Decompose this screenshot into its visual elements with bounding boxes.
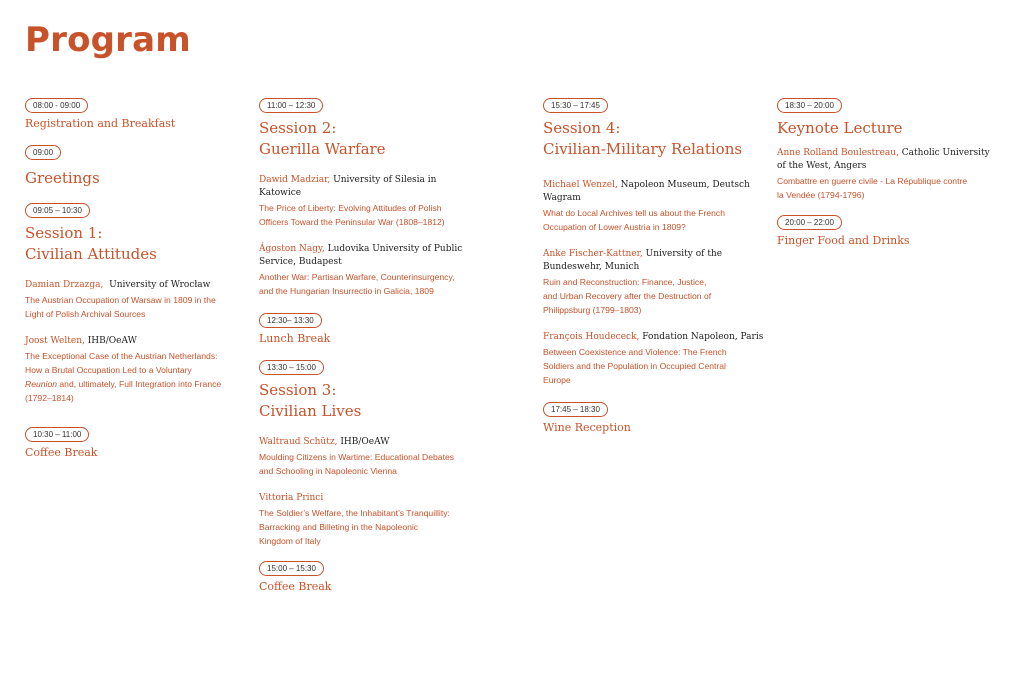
talk-title-line: Between Coexistence and Violence: The French	[543, 347, 727, 357]
session-title-line: Civilian-Military Relations	[543, 140, 743, 158]
speaker-affiliation: IHB/OeAW	[340, 437, 390, 447]
time-badge: 11:00 – 12:30	[259, 98, 323, 113]
time-badge: 13:30 – 15:00	[259, 360, 324, 375]
talk-title-line: Barracking and Billeting in the Napoleonic	[259, 522, 419, 532]
speaker	[777, 147, 1007, 173]
time-badge: 12:30– 13:30	[259, 313, 322, 328]
item-lunch-break: Lunch Break	[259, 332, 331, 345]
session-title-line: Session 2:	[259, 119, 337, 137]
page-title: Program	[25, 20, 191, 60]
speaker	[25, 335, 250, 348]
session-title	[543, 118, 771, 160]
time-badge: 09:00	[25, 145, 61, 160]
speaker-affiliation: IHB/OeAW	[87, 336, 137, 346]
speaker	[259, 492, 499, 505]
talk-title-line: Officers Toward the Peninsular War (1808–1812)	[259, 217, 445, 227]
talk-title-line: The Soldier’s Welfare, the Inhabitant’s Tranquillity:	[259, 508, 450, 518]
session-title	[25, 223, 250, 265]
session-title	[259, 118, 499, 160]
talk-title	[543, 206, 771, 234]
item-wine-reception: Wine Reception	[543, 421, 631, 434]
talk-title	[25, 293, 250, 321]
session-title-line: Session 3:	[259, 381, 337, 399]
talk-title	[259, 506, 499, 548]
time-badge: 15:00 – 15:30	[259, 561, 324, 576]
speaker	[259, 436, 499, 449]
talk-title-line: Moulding Citizens in Wartime: Educational Debates	[259, 452, 455, 462]
speaker-affiliation: Katowice	[259, 188, 302, 198]
talk-title-line: Occupation of Lower Austria in 1809?	[543, 222, 686, 232]
time-badge: 10:30 – 11:00	[25, 427, 89, 442]
talk-title	[25, 349, 250, 405]
talk	[543, 331, 771, 387]
talk-title	[543, 345, 771, 387]
session-title-line: Guerilla Warfare	[259, 140, 386, 158]
speaker-name: Dawid Madziar,	[259, 175, 331, 185]
talk-title-line: The Price of Liberty: Evolving Attitudes of Polish	[259, 203, 442, 213]
program-column-2	[259, 93, 499, 594]
time-badge: 08:00 - 09:00	[25, 98, 88, 113]
talk-title-line: and the Hungarian Insurrectio in Galicia, 1809	[259, 286, 434, 296]
talk-title	[543, 275, 771, 317]
talk-title-line: How a Brutal Occupation Led to a Voluntary	[25, 365, 192, 375]
session-title-line: Civilian Attitudes	[25, 245, 157, 263]
item-registration: Registration and Breakfast	[25, 117, 176, 130]
talk-title-line: Kingdom of Italy	[259, 536, 321, 546]
speaker	[543, 248, 771, 274]
talk	[259, 174, 499, 229]
speaker	[259, 174, 499, 200]
talk	[259, 492, 499, 548]
program-column-4	[777, 93, 1007, 248]
speaker-name: Anke Fischer-Kattner,	[543, 249, 643, 259]
speaker-affiliation: Wagram	[543, 193, 581, 203]
talk-title-line: Europe	[543, 375, 571, 385]
talk-title-line: Ruin and Reconstruction: Finance, Justice,	[543, 277, 707, 287]
time-badge: 18:30 – 20:00	[777, 98, 842, 113]
item-coffee-break: Coffee Break	[259, 580, 332, 593]
speaker-name: Ágoston Nagy,	[259, 244, 325, 254]
talk-title-line: and Urban Recovery after the Destruction of	[543, 291, 712, 301]
speaker-name: Vittoria Princi	[259, 493, 324, 503]
speaker-name: Waltraud Schütz,	[259, 437, 338, 447]
time-badge: 20:00 – 22:00	[777, 215, 842, 230]
item-greetings: Greetings	[25, 169, 100, 187]
talk-title-line: Philippsburg (1799–1803)	[543, 305, 642, 315]
speaker-name: Anne Rolland Boulestreau,	[777, 148, 899, 158]
item-finger-food: Finger Food and Drinks	[777, 234, 910, 247]
speaker-affiliation: Catholic University	[898, 148, 990, 158]
speaker-name: François Houdececk,	[543, 332, 640, 342]
talk	[777, 147, 1007, 202]
talk-title	[259, 270, 499, 298]
speaker-name: Joost Welten,	[25, 336, 85, 346]
program-column-3	[543, 93, 771, 435]
speaker-affiliation: of the West, Angers	[777, 161, 867, 171]
talk	[543, 248, 771, 317]
talk-title	[777, 174, 1007, 202]
talk	[259, 243, 499, 298]
speaker-affiliation: University of the	[642, 249, 723, 259]
talk	[543, 179, 771, 234]
talk	[25, 335, 250, 405]
speaker	[543, 331, 771, 344]
talk-title-italic: Reunion	[25, 379, 58, 389]
speaker-affiliation: University of Wrocław	[109, 280, 211, 290]
talk-title-line: Combattre en guerre civile - La République contre	[777, 176, 968, 186]
speaker	[543, 179, 771, 205]
talk-title-text: and, ultimately, Full Integration into France	[57, 379, 222, 389]
talk-title-line	[25, 377, 250, 391]
session-title-line: Civilian Lives	[259, 402, 362, 420]
session-title-line: Session 4:	[543, 119, 621, 137]
talk-title-line: and Schooling in Napoleonic Vienna	[259, 466, 397, 476]
speaker-affiliation: Fondation Napoleon, Paris	[639, 332, 764, 342]
session-title-line: Session 1:	[25, 224, 103, 242]
talk-title-line: Another War: Partisan Warfare, Counterinsurgency,	[259, 272, 455, 282]
talk	[25, 279, 250, 321]
time-badge: 15:30 – 17:45	[543, 98, 608, 113]
speaker-name: Damian Drzazga,	[25, 280, 104, 290]
speaker	[259, 243, 499, 269]
speaker-affiliation: Bundeswehr, Munich	[543, 262, 640, 272]
talk-title-line: The Exceptional Case of the Austrian Netherlands:	[25, 351, 218, 361]
speaker-affiliation: Napoleon Museum, Deutsch	[617, 180, 750, 190]
talk-title	[259, 450, 499, 478]
talk-title-line: la Vendée (1794-1796)	[777, 190, 865, 200]
time-badge: 09:05 – 10:30	[25, 203, 90, 218]
time-badge: 17:45 – 18:30	[543, 402, 608, 417]
speaker-affiliation: Ludovika University of Public	[324, 244, 463, 254]
keynote-title: Keynote Lecture	[777, 119, 903, 137]
speaker-name: Michael Wenzel,	[543, 180, 618, 190]
speaker-affiliation: Service, Budapest	[259, 257, 342, 267]
talk-title-line: Light of Polish Archival Sources	[25, 309, 146, 319]
talk-title-line: (1792–1814)	[25, 393, 74, 403]
talk-title-line: What do Local Archives tell us about the French	[543, 208, 725, 218]
talk-title-line: Soldiers and the Population in Occupied Central	[543, 361, 726, 371]
speaker	[25, 279, 250, 292]
program-column-1	[25, 93, 250, 460]
session-title	[259, 380, 499, 422]
talk-title-line: The Austrian Occupation of Warsaw in 1809 in the	[25, 295, 216, 305]
speaker-affiliation: University of Silesia in	[330, 175, 437, 185]
item-coffee-break: Coffee Break	[25, 446, 98, 459]
talk-title	[259, 201, 499, 229]
talk	[259, 436, 499, 478]
